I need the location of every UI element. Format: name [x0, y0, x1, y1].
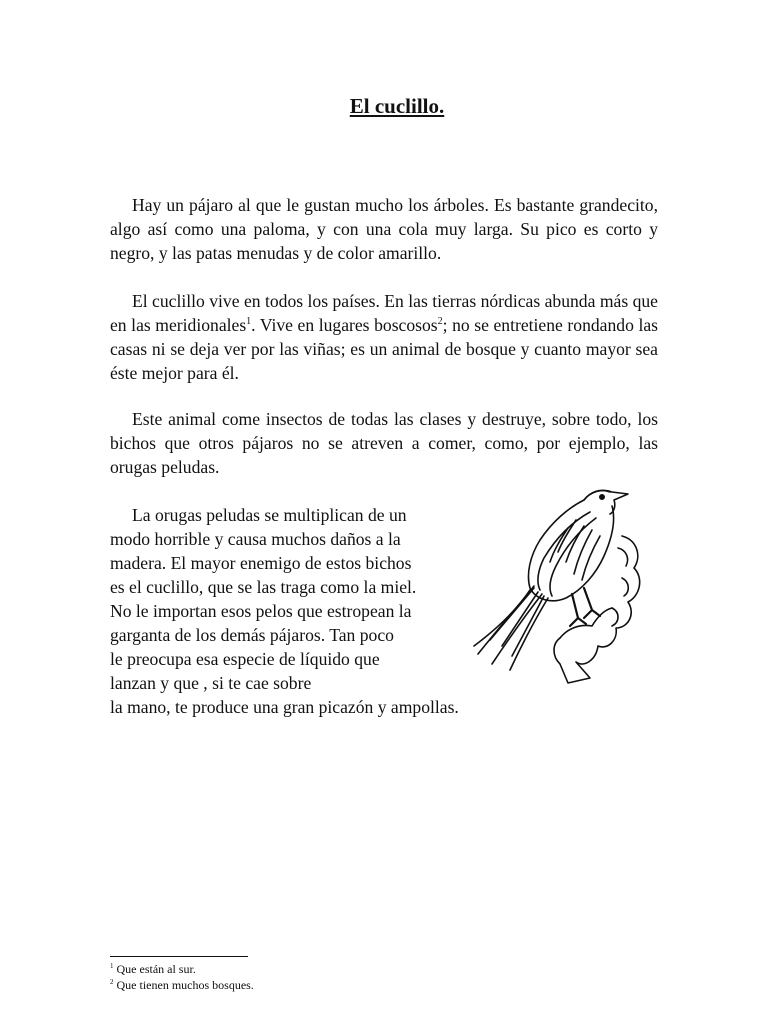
page-title: El cuclillo.	[349, 94, 445, 118]
footnote-2	[110, 978, 254, 992]
paragraph-2-text-b: . Vive en lugares boscosos	[251, 315, 438, 335]
paragraph-4-line: garganta de los demás pájaros. Tan poco	[110, 625, 394, 645]
footnote-ref-2[interactable]: 2	[437, 316, 443, 328]
paragraph-4-line: madera. El mayor enemigo de estos bichos	[110, 553, 412, 573]
paragraph-4-line: la mano, te produce una gran picazón y ampollas.	[110, 697, 459, 717]
footnote-2-mark: 2	[110, 978, 114, 986]
bird-illustration	[472, 478, 650, 686]
paragraph-4	[110, 503, 530, 719]
paragraph-4-line: No le importan esos pelos que estropean la	[110, 601, 412, 621]
paragraph-4-line: es el cuclillo, que se las traga como la miel.	[110, 577, 417, 597]
footnote-divider	[110, 956, 248, 957]
paragraph-1-text: Hay un pájaro al que le gustan mucho los árboles. Es bastante grandecito, algo así como una paloma, y con una cola muy larga. Su pico es corto y negro, y las patas menudas y de color amarillo.	[110, 195, 658, 263]
paragraph-1	[110, 193, 658, 265]
paragraph-2-text-c: ; no se entretiene rondando las casas ni se deja ver por las viñas; es un animal de bosque y cuanto mayor sea éste mejor para él.	[110, 315, 658, 383]
paragraph-2	[110, 289, 658, 385]
paragraph-3	[110, 407, 658, 479]
paragraph-4-line: modo horrible y causa muchos daños a la	[110, 529, 401, 549]
paragraph-4-line: La orugas peludas se multiplican de un	[132, 505, 407, 525]
paragraph-4-line: le preocupa esa especie de líquido que	[110, 649, 380, 669]
paragraph-4-line: lanzan y que , si te cae sobre	[110, 673, 312, 693]
footnote-ref-1[interactable]: 1	[246, 316, 252, 328]
paragraph-3-text: Este animal come insectos de todas las clases y destruye, sobre todo, los bichos que otros pájaros no se atreven a comer, como, por ejemplo, las orugas peludas.	[110, 409, 658, 477]
footnote-2-text: Que tienen muchos bosques.	[113, 978, 254, 992]
footnote-1	[110, 962, 196, 976]
paragraph-2-text-a: El cuclillo vive en todos los países. En las tierras nórdicas abunda más que en las meridionales	[110, 291, 658, 335]
footnote-1-mark: 1	[110, 962, 114, 970]
footnote-1-text: Que están al sur.	[113, 962, 196, 976]
